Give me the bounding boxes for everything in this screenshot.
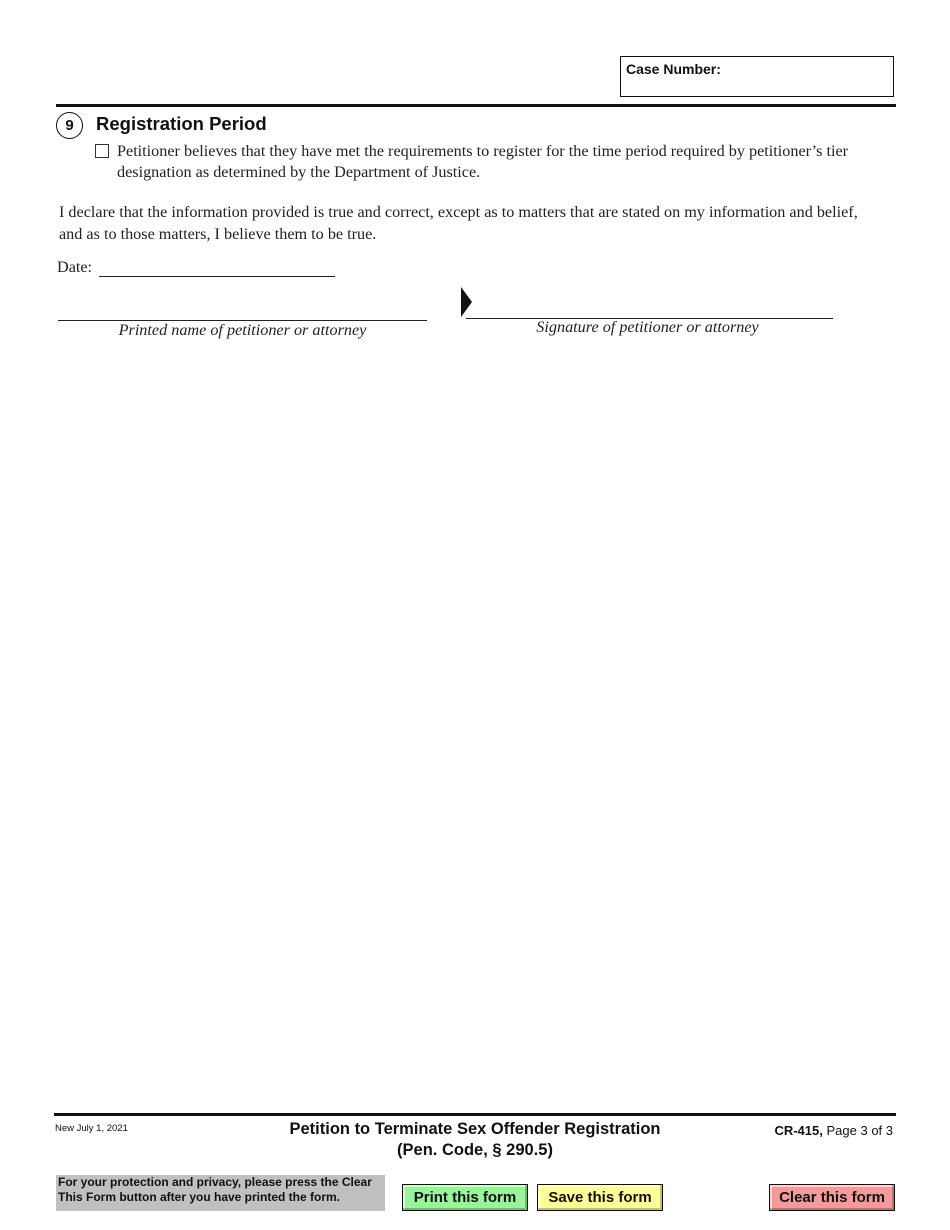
signature-arrow-icon <box>461 287 472 317</box>
section-number: 9 <box>56 112 83 139</box>
form-code: CR-415, <box>774 1123 823 1138</box>
header-divider <box>56 104 896 107</box>
form-title-line2: (Pen. Code, § 290.5) <box>397 1141 553 1159</box>
footer-divider <box>54 1113 896 1116</box>
printed-name-caption: Printed name of petitioner or attorney <box>118 321 367 339</box>
print-form-button[interactable]: Print this form <box>402 1184 528 1211</box>
page-indicator: Page 3 of 3 <box>826 1123 893 1138</box>
registration-period-checkbox[interactable] <box>95 144 109 158</box>
date-field[interactable] <box>99 276 335 277</box>
form-id <box>774 1123 893 1138</box>
save-form-button[interactable]: Save this form <box>537 1184 663 1211</box>
form-title-line1: Petition to Terminate Sex Offender Registration <box>289 1120 661 1138</box>
date-label: Date: <box>57 258 93 276</box>
form-title <box>250 1119 700 1161</box>
section-title: Registration Period <box>96 113 267 134</box>
registration-period-text: Petitioner believes that they have met the requirements to register for the time period required by petitioner’s tier designation as determined by the Department of Justice. <box>117 142 849 181</box>
signature-caption: Signature of petitioner or attorney <box>536 318 759 336</box>
privacy-note: For your protection and privacy, please press the Clear This Form button after you have printed the form. <box>56 1175 385 1211</box>
case-number-label: Case Number: <box>626 61 721 77</box>
clear-form-button[interactable]: Clear this form <box>769 1184 895 1211</box>
case-number-field[interactable] <box>620 56 894 97</box>
declaration-text: I declare that the information provided is true and correct, except as to matters that are stated on my information and belief, and as to those matters, I believe them to be true. <box>59 203 858 243</box>
revision-date: New July 1, 2021 <box>55 1123 128 1134</box>
